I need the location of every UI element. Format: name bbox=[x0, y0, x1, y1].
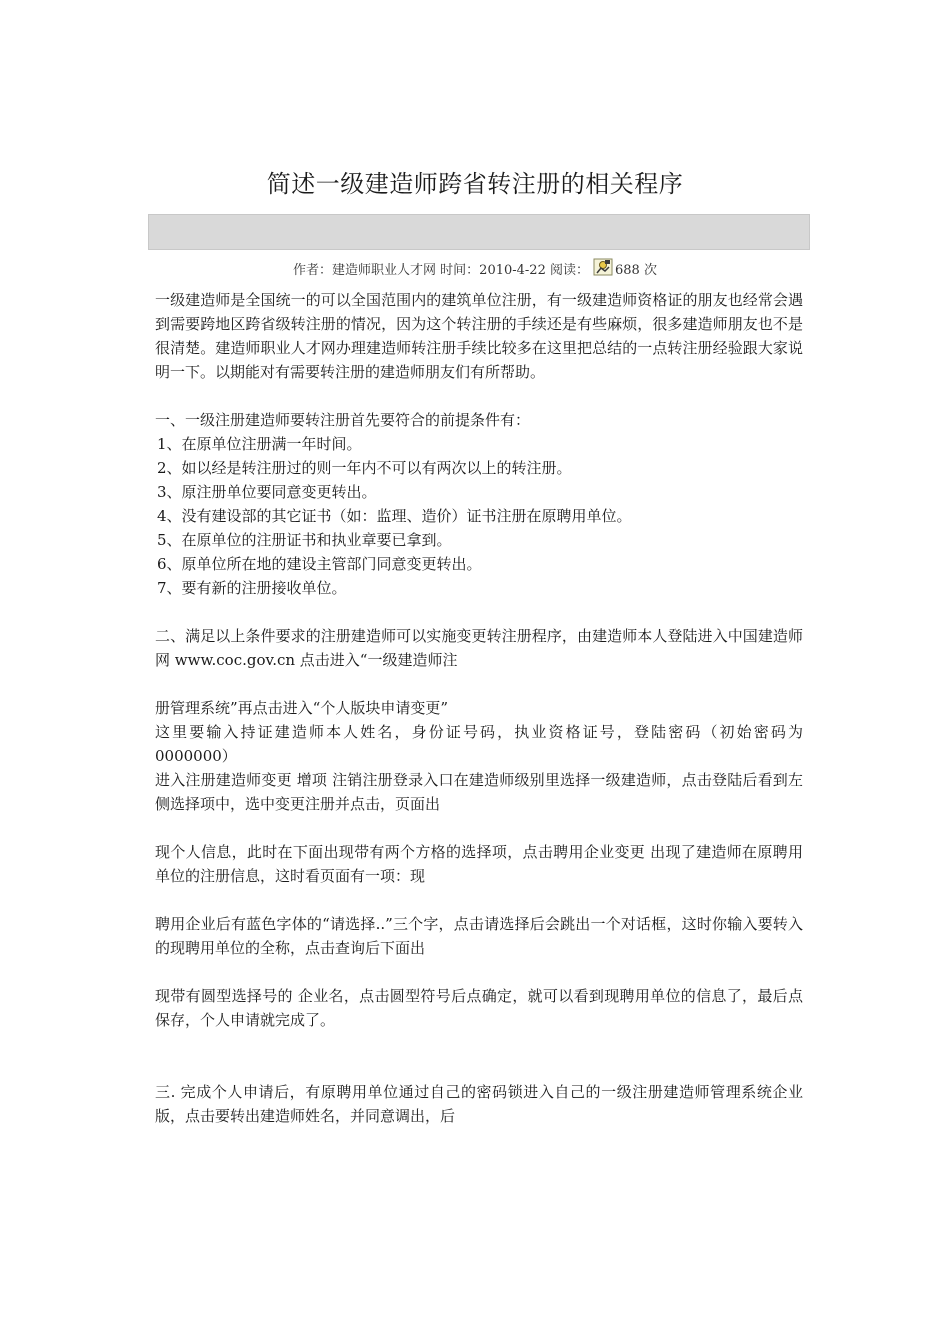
header-bar bbox=[148, 214, 810, 250]
section2-paragraph: 进入注册建造师变更 增项 注销注册登录入口在建造师级别里选择一级建造师，点击登陆后看到左侧选择项中，选中变更注册并点击，页面出 bbox=[155, 771, 803, 813]
article-meta bbox=[0, 258, 950, 281]
list-item: 1、在原单位注册满一年时间。 bbox=[157, 435, 362, 453]
section3-paragraph: 三. 完成个人申请后，有原聘用单位通过自己的密码锁进入自己的一级注册建造师管理系统企业版，点击要转出建造师姓名，并同意调出，后 bbox=[155, 1083, 803, 1125]
section2-paragraph: 现个人信息，此时在下面出现带有两个方格的选择项，点击聘用企业变更 出现了建造师在原聘用单位的注册信息，这时看页面有一项：现 bbox=[155, 843, 803, 885]
author-name: 建造师职业人才网 bbox=[332, 263, 437, 278]
author-label: 作者： bbox=[292, 263, 332, 278]
list-item: 6、原单位所在地的建设主管部门同意变更转出。 bbox=[157, 555, 482, 573]
section2-paragraph: 册管理系统”再点击进入“个人版块申请变更” bbox=[155, 699, 449, 717]
list-item: 2、如以经是转注册过的则一年内不可以有两次以上的转注册。 bbox=[157, 459, 572, 477]
section2-paragraph: 现带有圆型选择号的 企业名，点击圆型符号后点确定，就可以看到现聘用单位的信息了，最后点保存，个人申请就完成了。 bbox=[155, 987, 803, 1029]
read-count-icon bbox=[593, 258, 613, 276]
intro-paragraph: 一级建造师是全国统一的可以全国范围内的建筑单位注册，有一级建造师资格证的朋友也经常会遇到需要跨地区跨省级转注册的情况，因为这个转注册的手续还是有些麻烦，很多建造师朋友也不是很清楚。建造师职业人才网办理建造师转注册手续比较多在这里把总结的一点转注册经验跟大家说明一下。以期能对有需要转注册的建造师朋友们有所帮助。 bbox=[155, 291, 803, 381]
list-item: 4、没有建设部的其它证书（如：监理、造价）证书注册在原聘用单位。 bbox=[157, 507, 632, 525]
read-unit: 次 bbox=[643, 263, 657, 278]
page-title: 简述一级建造师跨省转注册的相关程序 bbox=[266, 170, 684, 198]
publish-time: 2010-4-22 bbox=[479, 263, 546, 278]
section2-paragraph: 聘用企业后有蓝色字体的“请选择..”三个字，点击请选择后会跳出一个对话框，这时你输入要转入的现聘用单位的全称，点击查询后下面出 bbox=[155, 915, 803, 957]
section1-heading: 一、一级注册建造师要转注册首先要符合的前提条件有： bbox=[155, 411, 531, 429]
time-label: 时间： bbox=[440, 263, 480, 278]
section2-paragraph: 二、满足以上条件要求的注册建造师可以实施变更转注册程序，由建造师本人登陆进入中国建造师网 www.coc.gov.cn 点击进入“一级建造师注 bbox=[155, 627, 803, 669]
read-count: 688 bbox=[615, 263, 640, 278]
list-item: 7、要有新的注册接收单位。 bbox=[157, 579, 347, 597]
list-item: 3、原注册单位要同意变更转出。 bbox=[157, 483, 377, 501]
read-label: 阅读： bbox=[550, 263, 590, 278]
section2-paragraph: 这里要输入持证建造师本人姓名，身份证号码，执业资格证号，登陆密码（初始密码为 0000000） bbox=[155, 723, 803, 765]
list-item: 5、在原单位的注册证书和执业章要已拿到。 bbox=[157, 531, 452, 549]
article-body bbox=[155, 288, 803, 1128]
